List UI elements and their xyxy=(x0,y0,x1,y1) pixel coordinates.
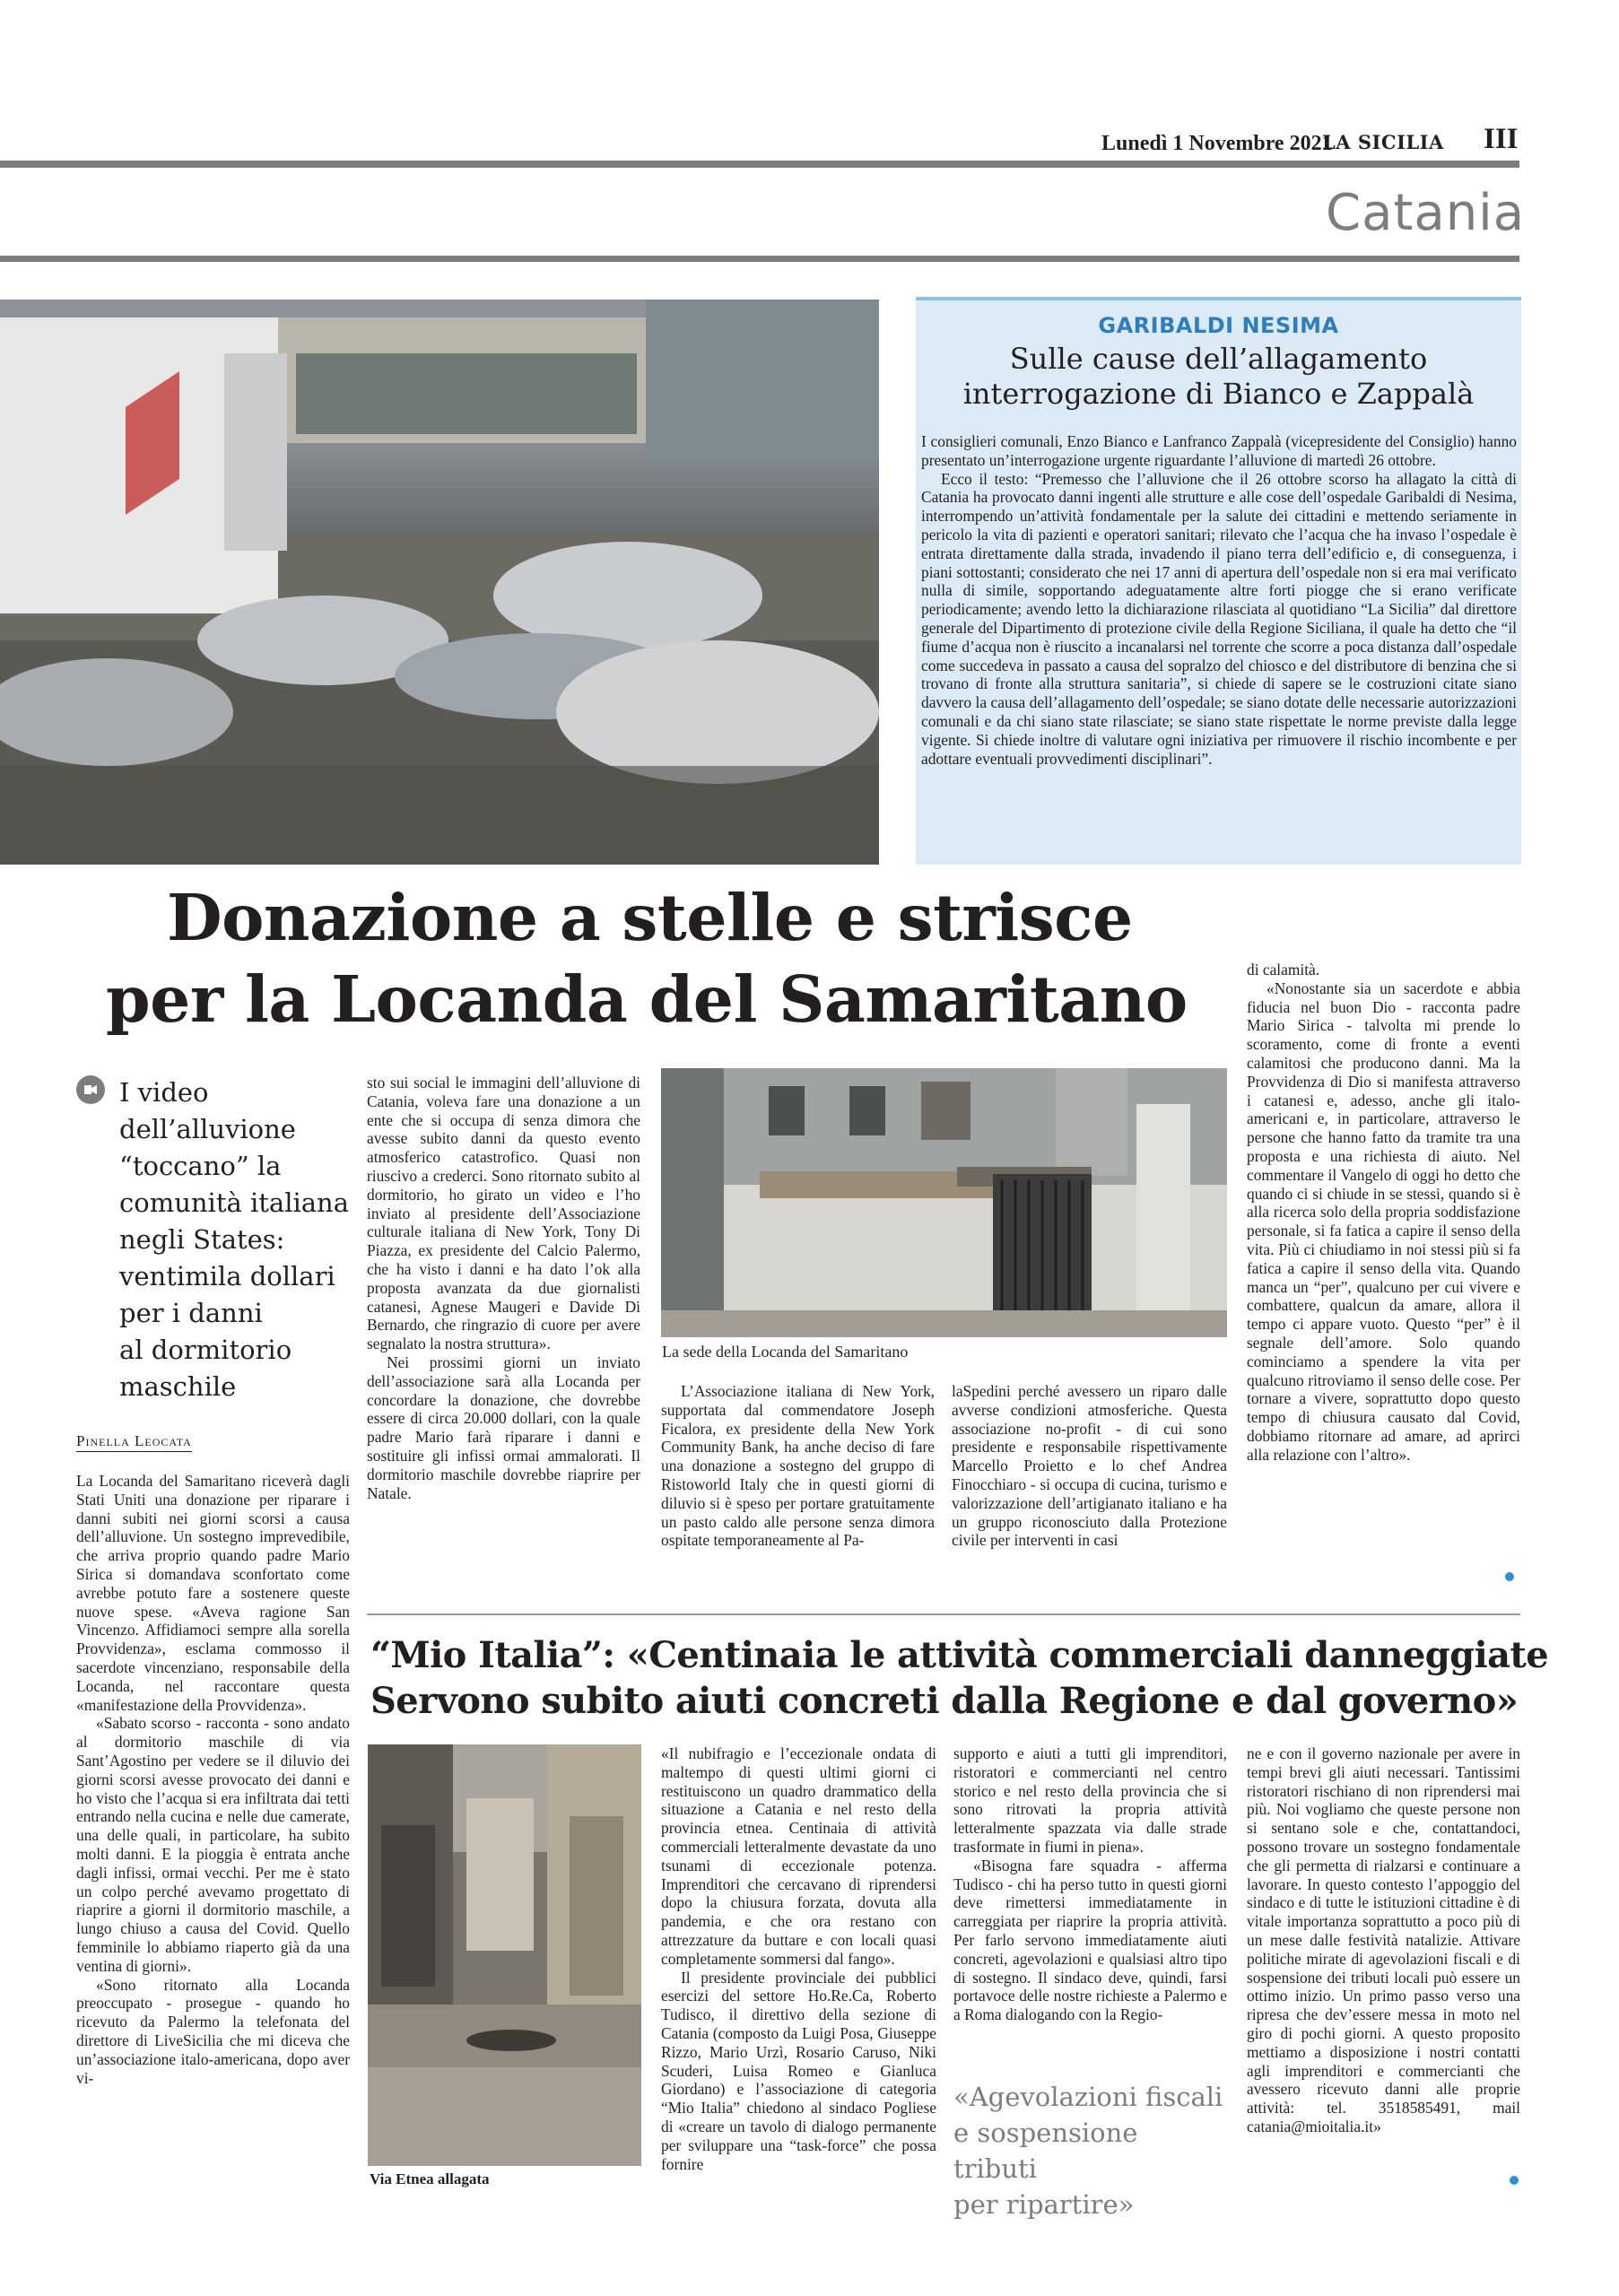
paragraph: «Nonostante sia un sacerdote e abbia fiducia nel buon Dio - racconta padre Mario Sirica - talvolta mi prende lo scoramento, come di fronte a eventi calamitosi che producono danni. Ma la Provvidenza di Dio si manifesta attraverso i catanesi e, adesso, anche gli italo-americani e, in particolare, attraverso le persone che hanno fatto da tramite tra una proposta e una richiesta di aiuto. Nel commentare il Vangelo di oggi ho detto che quando ci si chiude in se stessi, quando si è alla ricerca solo della propria soddisfazione personale, si fa fatica a capire il senso della vita. Più ci chiudiamo in noi stessi più si fa fatica a capire il senso della vita. Quando manca un “per”, qualcuno per cui vivere e combattere, qualcun da amare, allora il tempo ci appare vuoto. Questo “per” è il segnale dell’amore. Solo quando cominciamo a spendere la vita per qualcuno ritroviamo il senso delle cose. Per tornare a vivere, soprattutto dopo questo tempo di chiusura causato dal Covid, dobbiamo ritornare ad amare, ad aprirci alla relazione con l’altro». xyxy=(1247,978,1520,1464)
article-1-summary xyxy=(119,1074,361,1405)
header-page-number: III xyxy=(1484,123,1519,155)
pull-quote-line: per ripartire» xyxy=(953,2189,1135,2220)
video-play-icon xyxy=(76,1075,105,1104)
paragraph: «Sono ritornato alla Locanda preoccupato - prosegue - quando ho ricevuto da Palermo la telefonata del direttore di LiveSicilia che mi diceva che un’associazione italo-americana, dopo aver vi- xyxy=(76,1975,350,2087)
summary-line: ventimila dollari xyxy=(119,1261,335,1292)
article-1-byline: Pinella Leocata xyxy=(76,1432,192,1452)
article-1-column-4 xyxy=(952,1382,1227,1550)
paragraph: L’Associazione italiana di New York, supportata dal commendatore Joseph Ficalora, ex presidente della New York Community Bank, ha anche deciso di fare una donazione a sostegno del gruppo di Ristoworld Italy che in questi giorni di diluvio si è speso per portare gratuitamente un pasto caldo alle persone senza dimora ospitate temporaneamente al Pa- xyxy=(661,1382,935,1550)
summary-line: negli States: xyxy=(119,1224,285,1255)
header-paper-name: LA SICILIA xyxy=(1322,131,1444,153)
paragraph: Il presidente provinciale dei pubblici esercizi del settore Ho.Re.Ca, Roberto Tudisco, il direttivo della sezione di Catania (composto da Luigi Posa, Giuseppe Rizzo, Mario Urzì, Rosario Caruso, Niki Scuderi, Luisa Romeo e Gianluca Giordano) e l’associazione di categoria “Mio Italia” chiedono al sindaco Pogliese di «creare un tavolo di dialogo permanente per sviluppare una “task-force” che possa fornire xyxy=(661,1968,936,2173)
via-etnea-photo-caption: Via Etnea allagata xyxy=(370,2170,490,2187)
box-kicker: GARIBALDI NESIMA xyxy=(1098,313,1339,338)
locanda-photo-caption: La sede della Locanda del Samaritano xyxy=(662,1343,909,1361)
article-2-headline-line-1: “Mio Italia”: «Centinaia le attività commerciali danneggiate xyxy=(370,1634,1549,1676)
paragraph: La Locanda del Samaritano riceverà dagli Stati Uniti una donazione per riparare i danni subiti nei giorni scorsi a causa dell’alluvione. Un sostegno imprevedibile, che arriva proprio quando padre Mario Sirica si domandava sconfortato come avrebbe potuto fare a sostenere queste nuove spese. «Aveva ragione San Vincenzo. Affidiamoci sempre alla sorella Provvidenza», esclama commosso il sacerdote vincenziano, responsabile della Locanda, nel raccontare questa «manifestazione della Provvidenza». xyxy=(76,1472,350,1714)
flood-photo xyxy=(0,300,879,865)
article-1-headline-line-2: per la Locanda del Samaritano xyxy=(106,961,1188,1037)
summary-line: I video xyxy=(119,1077,209,1108)
paragraph: sto sui social le immagini dell’alluvione di Catania, voleva fare una donazione a un ente che si occupa di senza dimora che avesse subito danni da questo evento atmosferico catastrofico. Quasi non riuscivo a crederci. Sono ritornato subito al dormitorio, ho girato un video e l’ho inviato al presidente dell’Associazione culturale italiana di New York, Tony Di Piazza, ex presidente del Calcio Palermo, che ha visto i danni e ha dato l’ok alla proposta avanzata da due giornalisti catanesi, Agnese Maugeri e Davide Di Bernardo, che ringrazio di cuore per avere segnalato la nostra struttura». xyxy=(367,1074,640,1353)
summary-line: al dormitorio xyxy=(119,1335,292,1365)
header-top-rule xyxy=(0,161,1519,168)
paragraph: supporto e aiuti a tutti gli imprenditori, ristoratori e commercianti nel centro storico e nel resto della provincia che si sono ritrovati la propria attività letteralmente spazzata via dalle strade trasformate in fiumi in piena». xyxy=(953,1744,1227,1856)
article-1-column-3 xyxy=(661,1382,935,1550)
article-1-column-1 xyxy=(76,1472,350,2087)
section-title: Catania xyxy=(1326,184,1526,242)
summary-line: per i danni xyxy=(119,1298,263,1328)
header-date: Lunedì 1 Novembre 2021 xyxy=(1101,132,1333,155)
flood-scene-illustration xyxy=(0,300,879,865)
paragraph: «Sabato scorso - racconta - sono andato al dormitorio maschile di via Sant’Agostino per vedere se il diluvio dei giorni scorsi avesse provocato dei danni e ho visto che l’acqua si era infiltrata dai tetti entrando nella cucina e nelle due camerate, una delle quali, in particolare, ha subito molti danni. E la pioggia è entrata anche dagli infissi, ormai vecchi. Per me è stato un colpo perché avevamo progettato di riaprire a giorni il dormitorio maschile, a lungo chiuso a causa del Covid. Quello femminile lo abbiamo riaperto già da una ventina di giorni». xyxy=(76,1714,350,1975)
box-paragraph: Ecco il testo: “Premesso che l’alluvione che il 26 ottobre scorso ha allagato la città di Catania ha provocato danni ingenti alle strutture e alle cose dell’ospedale Garibaldi di Nesima, interrompendo un’attività fondamentale per la salute dei cittadini e mettendo seriamente in pericolo la vita di pazienti e operatori sanitari; rilevato che l’acqua che ha invaso l’ospedale è entrata direttamente dalla strada, invadendo il piano terra dell’edificio e, di conseguenza, i piani sottostanti; considerato che nei 17 anni di apertura dell’ospedale non si era mai verificato nulla di simile, sopportando adeguatamente altre forti piogge che si erano verificate periodicamente; avendo letto la dichiarazione rilasciata al quotidiano “La Sicilia” dal direttore generale del Dipartimento di protezione civile della Regione Siciliana, il quale ha detto che “il fiume d’acqua non è riuscito a incanalarsi nel torrente che scorre a poca distanza dall’ospedale come succedeva in passato a causa del sopralzo del chiosco e del distributore di benzina che si trovano di fronte alla struttura sanitaria”, si chiede di sapere se le costruzioni citate siano davvero la causa dell’allagamento dell’ospedale; se siano dotate delle necessarie autorizzazioni comunali e da chi siano state rilasciate; se siano state rispettate le norme previste dalla legge vigente. Si chiede inoltre di valutare ogni iniziativa per rimuovere il rischio incombente e per adottare eventuali provvedimenti disciplinari”. xyxy=(921,469,1517,768)
paragraph: Nei prossimi giorni un inviato dell’associazione sarà alla Locanda per concordare la donazione, che dovrebbe essere di circa 20.000 dollari, con la quale padre Mario farà riparare i danni e sostituire gli infissi ormai ammalorati. Il dormitorio maschile dovrebbe riaprire per Natale. xyxy=(367,1352,640,1502)
article-1-column-5 xyxy=(1247,961,1520,1465)
pull-quote-line: e sospensione tributi xyxy=(953,2118,1138,2184)
box-title-line-1: Sulle cause dell’allagamento xyxy=(1009,342,1428,376)
article-2-end-dot xyxy=(1510,2176,1519,2185)
pull-quote-line: «Agevolazioni fiscali xyxy=(953,2082,1223,2112)
pull-quote xyxy=(953,2079,1227,2222)
via-etnea-photo xyxy=(368,1744,641,2166)
article-1-headline-line-1: Donazione a stelle e strisce xyxy=(167,880,1133,955)
box-paragraph: I consiglieri comunali, Enzo Bianco e Lanfranco Zappalà (vicepresidente del Consiglio) hanno presentato un’interrogazione urgente riguardante l’alluvione di martedì 26 ottobre. xyxy=(921,432,1517,469)
paragraph: di calamità. xyxy=(1247,961,1320,978)
paragraph: «Bisogna fare squadra - afferma Tudisco - chi ha perso tutto in questi giorni deve rimettersi immediatamente in carreggiata per riaprire la propria attività. Per farlo servono immediatamente aiuti concreti, agevolazioni e qualsiasi altro tipo di sostegno. Il sindaco deve, quindi, farsi portavoce delle nostre richieste a Palermo e a Roma dialogando con la Regio- xyxy=(953,1856,1227,2024)
article-2-column-2 xyxy=(953,1744,1227,2024)
article-2-headline-line-2: Servono subito aiuti concreti dalla Regione e dal governo» xyxy=(370,1680,1519,1722)
paragraph: «Il nubifragio e l’eccezionale ondata di maltempo di questi ultimi giorni ci restituiscono un quadro drammatico della situazione a Catania e nel resto della provincia etnea. Centinaia di attività commerciali letteralmente devastate da uno tsunami di eccezionale potenza. Imprenditori che cercavano di riprendersi dopo la chiusura forzata, dovuta alla pandemia, e che ora restano con attrezzature da buttare e con locali quasi completamente sommersi dal fango». xyxy=(661,1744,936,1968)
header-bottom-rule xyxy=(0,256,1519,262)
article-2-column-1 xyxy=(661,1744,936,2173)
locanda-illustration xyxy=(661,1068,1227,1337)
article-separator xyxy=(367,1613,1520,1615)
paragraph: ne e con il governo nazionale per avere in tempi brevi gli aiuti necessari. Tantissimi ristoratori rischiano di non riprendersi mai più. Noi vogliamo che queste persone non si sentano sole e che, contattandoci, possono trovare un sostegno fondamentale che gli permetta di rialzarsi e continuare a lavorare. In questo contesto l’appoggio del sindaco e di tutte le istituzioni cittadine è di vitale importanza soprattutto a poco più di un mese dalle festività natalizie. Attivare politiche mirate di agevolazioni fiscali e di sospensione dei tributi locali può essere un ottimo inizio. Un primo passo verso una ripresa che dev’essere messa in moto nel giro di pochi giorni. A questo proposito mettiamo a disposizione i nostri contatti agli imprenditori e commercianti che avessero ricevuto danni alle proprie attività: tel. 3518585491, mail catania@mioitalia.it» xyxy=(1247,1744,1520,2135)
summary-line: “toccano” la xyxy=(119,1151,282,1181)
summary-line: dell’alluvione xyxy=(119,1114,296,1144)
summary-line: comunità italiana xyxy=(119,1187,350,1218)
locanda-photo xyxy=(661,1068,1227,1337)
interrogation-box xyxy=(916,297,1521,865)
article-2-column-3 xyxy=(1247,1744,1520,2136)
box-title-line-2: interrogazione di Bianco e Zappalà xyxy=(962,377,1475,411)
box-body xyxy=(921,432,1517,768)
article-1-end-dot xyxy=(1505,1572,1514,1581)
via-etnea-illustration xyxy=(368,1744,641,2166)
article-1-column-2 xyxy=(367,1074,640,1502)
summary-line: maschile xyxy=(119,1371,237,1402)
paragraph: laSpedini perché avessero un riparo dalle avverse condizioni atmosferiche. Questa associazione no-profit - di cui sono presidente e responsabile rispettivamente Marcello Proietto e lo chef Andrea Finocchiaro - si occupa di cucina, turismo e valorizzazione dell’artigianato italiano e ha un gruppo riconosciuto dalla Protezione civile per interventi in casi xyxy=(952,1382,1227,1550)
